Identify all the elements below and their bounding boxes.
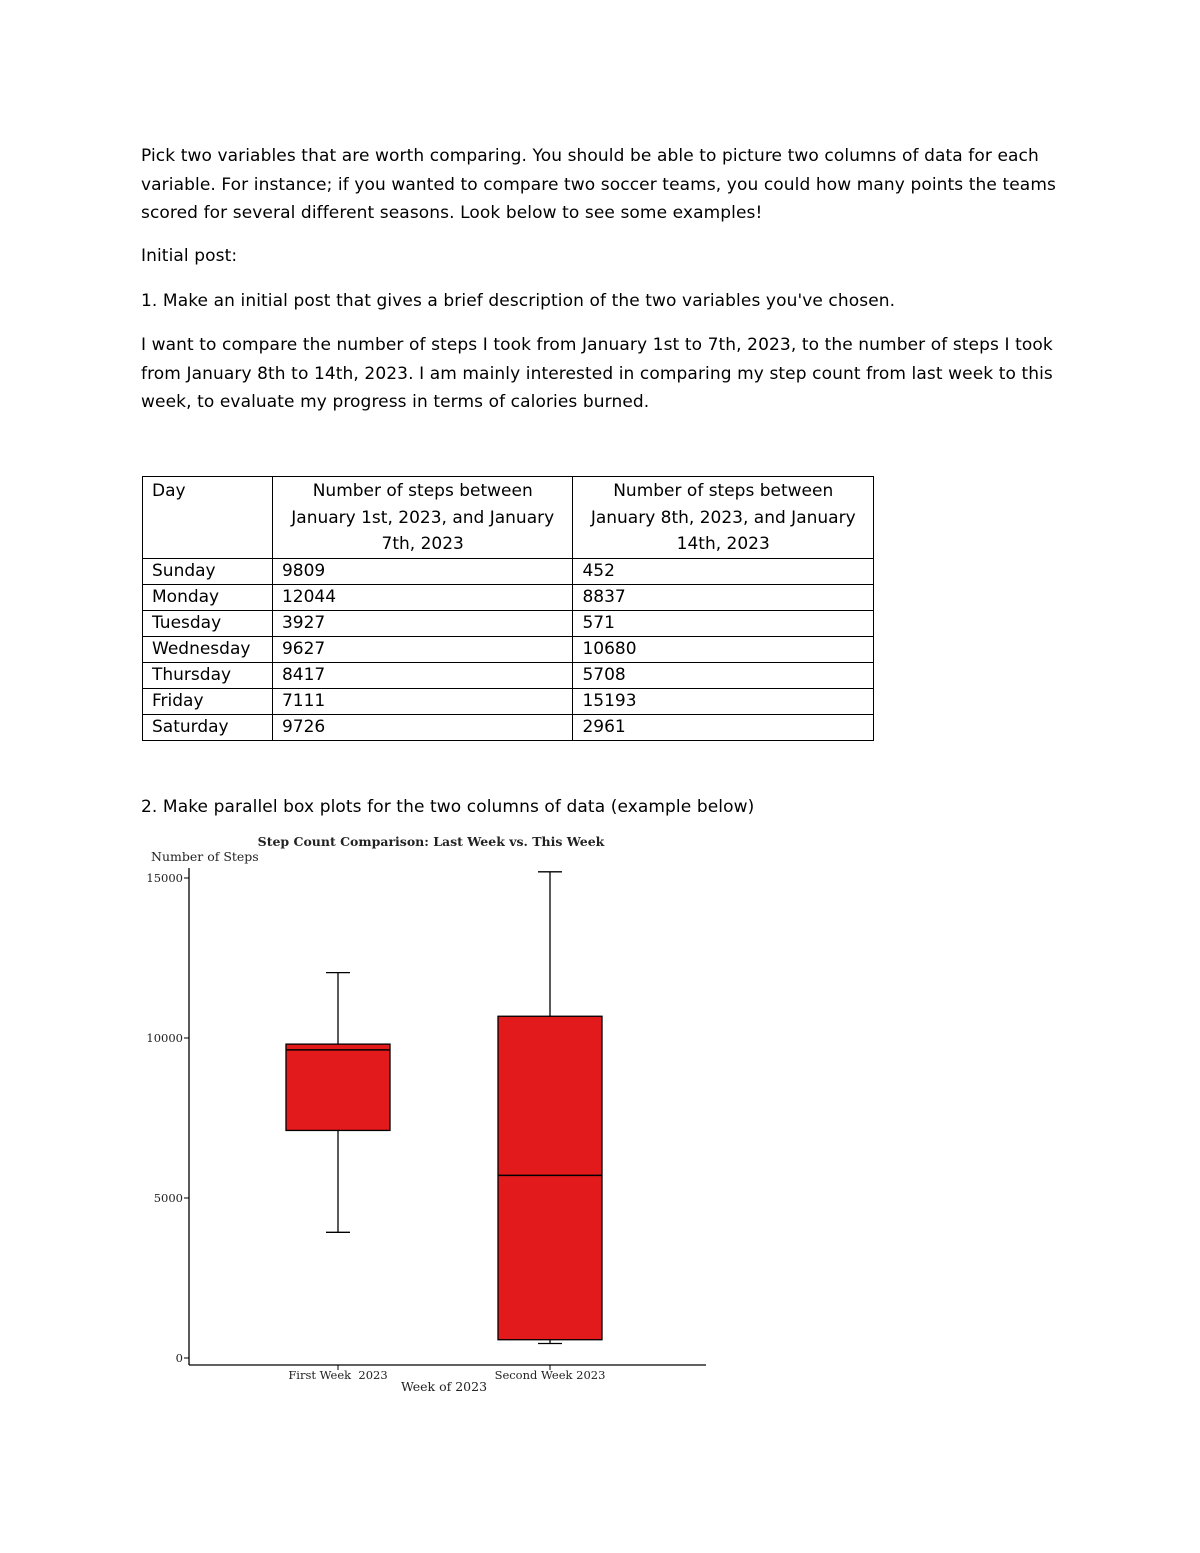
table-row	[143, 558, 874, 584]
y-tick-label: 15000	[146, 871, 183, 885]
cell-week1: 3927	[272, 610, 573, 636]
cell-day: Wednesday	[143, 636, 273, 662]
y-tick-label: 0	[175, 1351, 183, 1365]
y-axis-label: Number of Steps	[151, 849, 259, 864]
cell-week2: 10680	[573, 636, 874, 662]
cell-week1: 9726	[272, 714, 573, 740]
table-row	[143, 610, 874, 636]
table-row	[143, 584, 874, 610]
y-tick-label: 5000	[153, 1191, 183, 1205]
header-day: Day	[143, 477, 273, 559]
x-tick-label: First Week 2023	[288, 1368, 388, 1382]
table-row	[143, 714, 874, 740]
cell-week2: 15193	[573, 688, 874, 714]
cell-week1: 9809	[272, 558, 573, 584]
table-header-row	[143, 477, 874, 559]
cell-day: Tuesday	[143, 610, 273, 636]
x-tick-label: Second Week 2023	[494, 1368, 606, 1382]
cell-week1: 7111	[272, 688, 573, 714]
cell-week2: 452	[573, 558, 874, 584]
cell-week2: 571	[573, 610, 874, 636]
initial-post-label: Initial post:	[141, 246, 238, 266]
box-iqr	[286, 1044, 390, 1130]
header-week1: Number of steps between January 1st, 2023, and January 7th, 2023	[272, 477, 573, 559]
cell-day: Thursday	[143, 662, 273, 688]
step2-instruction: 2. Make parallel box plots for the two columns of data (example below)	[141, 797, 755, 817]
cell-day: Friday	[143, 688, 273, 714]
cell-week1: 8417	[272, 662, 573, 688]
cell-day: Saturday	[143, 714, 273, 740]
cell-week2: 2961	[573, 714, 874, 740]
header-week2: Number of steps between January 8th, 2023, and January 14th, 2023	[573, 477, 874, 559]
chart-title: Step Count Comparison: Last Week vs. This Week	[257, 834, 605, 849]
cell-week1: 9627	[272, 636, 573, 662]
table-row	[143, 636, 874, 662]
box-iqr	[498, 1016, 602, 1339]
step1-instruction: 1. Make an initial post that gives a brief description of the two variables you've chosen.	[141, 291, 896, 311]
description-paragraph: I want to compare the number of steps I took from January 1st to 7th, 2023, to the number of steps I took from January 8th to 14th, 2023. I am mainly interested in comparing my step count from last week to this week, to evaluate my progress in terms of calories burned.	[141, 335, 1053, 412]
cell-week2: 8837	[573, 584, 874, 610]
steps-table	[142, 476, 874, 741]
cell-week1: 12044	[272, 584, 573, 610]
plot-area	[146, 868, 706, 1382]
y-tick-label: 10000	[146, 1031, 183, 1045]
x-axis-label: Week of 2023	[400, 1379, 488, 1394]
cell-day: Sunday	[143, 558, 273, 584]
table-row	[143, 662, 874, 688]
intro-paragraph: Pick two variables that are worth comparing. You should be able to picture two columns of data for each variable. For instance; if you wanted to compare two soccer teams, you could how many points the teams scored for several different seasons. Look below to see some examples!	[141, 146, 1056, 223]
cell-day: Monday	[143, 584, 273, 610]
cell-week2: 5708	[573, 662, 874, 688]
table-row	[143, 688, 874, 714]
